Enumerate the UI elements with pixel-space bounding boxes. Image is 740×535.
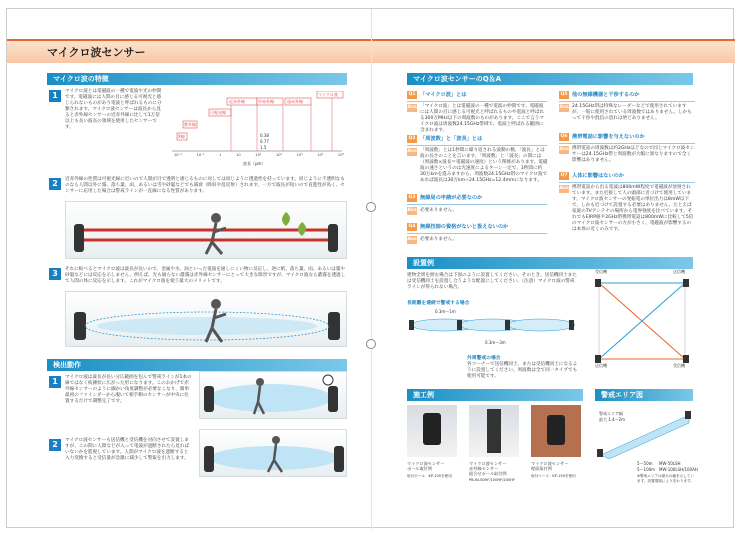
q-rule [407, 233, 547, 234]
note-label: 1.5 [260, 145, 267, 150]
q-rule [559, 182, 695, 183]
installation-sub1: 長距離を連続で警戒する場合 [407, 301, 470, 306]
sensor [595, 355, 601, 363]
wall-photo [531, 405, 581, 457]
detection-text: マイクロ波は波長が長い分広範囲を包んで警戒ラインが1本の線ではなく紡錘状に広がった形になります。このおかげで赤外線センサーのように細かい角度調整が必要なくなり、簡単最初のファインダーから覗いて相手側のセンサーが中央に位置するだけで調整完了です。 [65, 375, 192, 404]
mw-lobe [507, 319, 575, 331]
brochure-spread [6, 8, 734, 528]
example-caption: マイクロ波センサー ポール取付例 [407, 461, 445, 471]
q-title: 人体に影響はないのか [572, 173, 624, 179]
q-title: 無線局の申請が必要なのか [420, 195, 483, 201]
detection-text: マイクロ波センサーも送信機と受信機を対向させて設置しますが、この間に人間などが入って電波が遮断されたら見ればいないかを監視しています。人間がマイクロ波を遮断すると入力変換すると受信量が急激に減少して警報を出力します。 [65, 438, 190, 461]
q-badge: Q7 [560, 173, 568, 178]
area-model2: MW-100LSH/100AH [659, 467, 698, 472]
example-sub: PB-IN-50HF/100HF/200HF [469, 478, 515, 482]
spectrum-ticks [174, 153, 344, 157]
tick-label: 10⁻¹ [196, 153, 205, 157]
installation-sub2: 外周警戒の場合 [467, 356, 501, 361]
sensor [683, 279, 689, 287]
mw-sensor [328, 386, 338, 412]
a-text: 「マイクロ波」とは電磁波の一種で電波の仲間です。電磁波には人間の目に感じる可視光と呼ばれるものや電波と呼ばれる300万MHz以下の周波数のものがあります。ここで言うマイクロ波は周波数24.15GHz帯域で、電波と呼ばれる範囲に含まれます。 [420, 104, 545, 133]
area-len1: 5～50m [637, 461, 653, 466]
sensor [505, 320, 510, 330]
microwave-scene [66, 292, 348, 348]
visible-label: 可視光線 [210, 110, 226, 115]
tick-label: 10⁻² [174, 153, 182, 157]
page-header-right [372, 39, 735, 63]
installation-sub2-text: 各コーナーで送信機同士、または受信機同士になるように設置してください。周波数は全て同一タイプでも使用可能です。 [467, 362, 578, 379]
xray-label: X線 [178, 134, 185, 139]
q-badge: Q5 [560, 92, 568, 97]
q-badge: Q1 [408, 92, 416, 97]
perimeter-diagram [587, 271, 697, 371]
q-title: 「周波数」と「波長」とは [420, 136, 483, 142]
area-model1: MW-50LSH [659, 461, 681, 466]
near-ir-label: 近赤外線 [229, 99, 245, 104]
detection-scene-2 [200, 430, 348, 478]
ir-illustration [65, 201, 347, 259]
q-badge: Q4 [408, 224, 416, 229]
detection-scene-1 [200, 372, 348, 420]
distance-label: 0.3m～1m [435, 309, 456, 314]
tick-label: 10⁵ [317, 153, 324, 157]
q-badge: Q3 [408, 195, 416, 200]
receiver-label: 受信機 [673, 363, 685, 368]
feature-text: 近赤外線の性質は可視光線に近いので人間が目で透明と感じるものに対しては同じように透過性を持っています。同じように不透明なものなら人間以外に霧、落ち葉、雨、あるいは雪や砂嵐などでも減衰（吸収や乱反射）されます。一方で波長が短いので直進性が高く、センサーに応用した場合は警戒ラインが一直線になる性質があります。 [65, 177, 345, 194]
sensor-unit [423, 413, 441, 445]
combo-photo [469, 405, 519, 457]
examples-heading: 施工例 [407, 389, 583, 401]
mw-sensor [204, 446, 214, 472]
installation-text: 建物全周を囲む場合は下図のように設置してください。そのとき、送信機同士または受信機同士を設置し合うような配置にしてください。（注意）マイクロ波の警戒ラインが得られない場合。 [407, 273, 577, 290]
mid-ir-label: 中赤外線 [258, 99, 274, 104]
page-header-left [7, 39, 371, 63]
mw-sensor [204, 386, 214, 412]
q-rule [559, 101, 695, 102]
sensor [685, 411, 691, 419]
binder-hole-top [366, 202, 376, 212]
tick-label: 10⁶ [337, 153, 344, 157]
tick-label: 10 [236, 153, 241, 157]
a-badge: Ans [559, 186, 569, 191]
q-title: 他の無線機器と干渉するのか [572, 92, 640, 98]
area-width-label: 警戒エリア幅 [599, 411, 623, 416]
detection-heading: 検出動作 [47, 359, 347, 371]
sensor-unit [547, 415, 565, 445]
microwave-label: マイクロ波 [318, 92, 338, 97]
feature-text: マイクロ波とは電磁波の一種で電波や光の仲間です。電磁波には人間の目に感じる可視光と感じられないものがあり電波と呼ばれるものに分類されます。マイクロ波センサーは波長から見ると赤外線センサーの近赤外線に比して1万倍以上も長い波長の領域を使用したセンサーです。 [65, 89, 162, 130]
example-sub: 取付ポール：KP-100を使用 [407, 474, 452, 478]
q-title: 「マイクロ波」とは [420, 92, 467, 98]
microwave-illustration [65, 291, 347, 347]
features-heading: マイクロ波の特徴 [47, 73, 347, 85]
sensor [595, 279, 601, 287]
a-badge: Ans [407, 149, 417, 154]
q-rule [407, 145, 547, 146]
area-max-label: 最大 1.4～2m [599, 417, 626, 422]
binder-hole-bottom [366, 339, 376, 349]
detection-illustration-2 [199, 429, 347, 477]
mw-lobe [208, 384, 332, 412]
leaf-icon [282, 212, 290, 226]
q-rule [407, 204, 547, 205]
sensor [457, 320, 462, 330]
ir-sensor-right [328, 224, 338, 252]
uv-label: 紫外線 [184, 122, 196, 127]
a-badge: Ans [407, 237, 417, 242]
intruder-figure [211, 299, 221, 309]
person-figure [272, 436, 280, 444]
feature-number: 2 [49, 178, 61, 190]
feature-text: それに較べるとマイクロ波は波長が長いので、金属や水、油といった電波を通しにくい物に反応し、逆に紙、落ち葉、雨、あるいは霧や砂嵐などには反応を示しません。例えば、光も通らない濃霧は赤外線センサーにとって大きな障害ですが、マイクロ波なら濃霧を透過して人間の体に反応を示します。これがマイクロ波を使う最大のメリットです。 [65, 267, 346, 284]
finder-icon [323, 375, 333, 385]
transmitter-label: 送信機 [673, 269, 685, 274]
mw-lobe [97, 317, 317, 335]
a-text: 必要ありません。 [420, 208, 458, 213]
q-badge: Q6 [560, 134, 568, 139]
tick-label: 10³ [275, 153, 282, 157]
q-rule [559, 143, 695, 144]
tick-label: 1 [219, 153, 222, 157]
a-badge: Ans [559, 147, 569, 152]
example-caption: マイクロ波センサー 赤外線センサー 組合せポール取付例 [469, 461, 507, 476]
area-heading: 警戒エリア図 [595, 389, 693, 401]
sensor [409, 320, 414, 330]
a-badge: Ans [407, 105, 417, 110]
combo-pole [487, 409, 501, 453]
person-figure [256, 378, 264, 386]
q-title: 無線技師の資格がないと扱えないのか [420, 224, 509, 230]
page-fold [371, 9, 372, 529]
ir-scene [66, 202, 348, 260]
mw-sensor-left [74, 312, 86, 340]
example-sub: 取付ベース：KP-150を使用 [531, 474, 576, 478]
mw-sensor [334, 446, 344, 472]
sensor [683, 355, 689, 363]
a-text: 「周波数」とは1秒間に繰り返される波動の数、「波長」とは波の長さのことを言います。「周波数」と「波長」の間には（周波数×波長＝電磁波の速度）という関係があります。電磁波の速さというのは光速度によるターン一定で、1秒間に約30万kmを進みますから、周波数24.15GHz帯のマイクロ波であれば波長は30万km÷24.15GHz=12.4mmになります。 [420, 148, 548, 183]
area-len2: 5～100m [637, 467, 656, 472]
detection-number: 2 [49, 439, 61, 451]
feature-number: 1 [49, 90, 61, 102]
far-ir-label: 遠赤外線 [287, 99, 303, 104]
sensor [569, 320, 574, 330]
tick-label: 10⁴ [296, 153, 303, 157]
installation-heading: 設置例 [407, 257, 693, 269]
a-text: 必要ありません。 [420, 237, 458, 242]
sensor [597, 449, 603, 457]
detection-number: 1 [49, 376, 61, 388]
example-caption: マイクロ波センサー 壁面取付例 [531, 461, 569, 471]
tick-label: 10² [255, 153, 262, 157]
page-title: マイクロ波センサー [47, 46, 146, 59]
transmitter-label: 送信機 [595, 363, 607, 368]
note-label: 0.77 [260, 139, 269, 144]
q-rule [407, 101, 547, 102]
q-badge: Q2 [408, 136, 416, 141]
feature-number: 3 [49, 268, 61, 280]
a-text: 携帯電話の周波数は約2GHzほどなので同じマイクロ波センサーは24.15GHz帯と周波数が大幅に異なりますので全く影響はありません。 [572, 146, 695, 163]
pole-photo [407, 405, 457, 457]
a-badge: Ans [407, 208, 417, 213]
receiver-label: 受信機 [595, 269, 607, 274]
note-label: 0.38 [260, 133, 269, 138]
axis-label: 波長（μm） [243, 161, 266, 166]
ir-sensor-left [74, 224, 84, 252]
intruder-figure [211, 213, 221, 223]
detection-illustration-1 [199, 371, 347, 419]
qa-heading: マイクロ波センサーのQ＆A [407, 73, 693, 85]
q-title: 携帯電話に影響を与えないのか [572, 134, 645, 140]
area-note: ※警戒エリアは最大の幅を示しています。設置環境により変わります。 [637, 474, 694, 483]
mw-sensor-right [328, 312, 340, 340]
distance-label: 0.3m～3m [485, 340, 506, 345]
a-text: 携帯電話から出る電波は800mW程度で電磁波が放射されています。また近接して人の頭部に近づけて使用しています。マイクロ波センサーの発振電の単位出力は8mW以下で、しかも近づけて設置する必要はありません。たとえば家庭のTVアンテナの場所から電界強度を比べています。それでもEIRP値や2GHz帯携帯電話は800mWに比較して5倍のマイクロ波センサーの方が小さく、電磁波が影響するのは本体の近くのみです。 [572, 185, 694, 232]
leaf-icon [298, 222, 306, 236]
a-text: 24.15GHz帯は特殊なレーダーなどで使用されていますが、一般に使用されている周波数ではありません。しかもって干渉や混信の恐れは殆どありません。 [572, 104, 692, 121]
a-badge: Ans [559, 105, 569, 110]
